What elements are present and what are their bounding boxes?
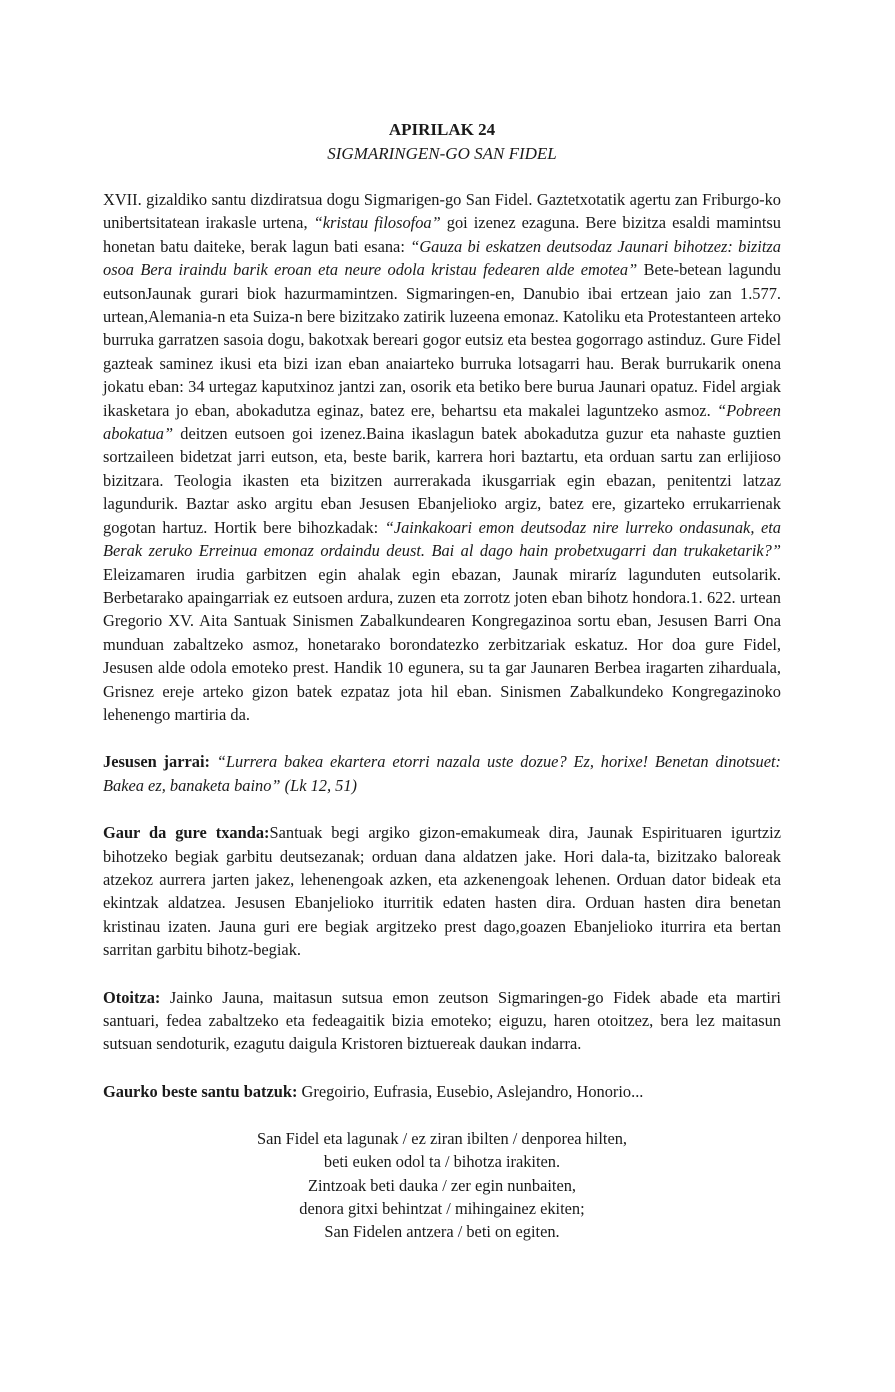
poem-line: Zintzoak beti dauka / zer egin nunbaiten, [307,1175,577,1195]
page-subtitle: SIGMARINGEN-GO SAN FIDEL [327,144,557,163]
biography-text-1: XVII. gizaldiko santu dizdiratsua dogu Sigmarigen-go San Fidel. Gaztetxotatik agertu zan Friburgo-ko unibertsitatean irakasle urtena, [103,190,781,233]
poem-line: San Fidelen antzera / beti on egiten. [324,1222,560,1242]
gospel-quote: “Lurrera bakea ekartera etorri nazala uste dozue? Ez, horixe! Benetan dinotsuet: Bakea ez, banaketa baino” (Lk 12, 51) [103,752,781,795]
biography-quote-1: “kristau filosofoa” [313,213,441,233]
title-block [103,118,781,166]
poem-line: beti euken odol ta / bihotza irakiten. [323,1152,561,1172]
other-saints-text: Gregoirio, Eufrasia, Eusebio, Aslejandro, Honorio... [297,1081,644,1101]
prayer-label: Otoitza: [103,987,161,1007]
page-title: APIRILAK 24 [388,120,496,139]
reflection-text: Santuak begi argiko gizon-emakumeak dira, Jaunak Espirituaren igurtziz bihotzeko begiak garbitu deutsezanak; orduan dana aldatzen jake. Hori dala-ta, bizitzako baloreak atzekoz aurrera jarten jakez, lehenengoak azken, eta azkenengoak lehenen. Orduan dator bideak eta ekintzak aldatzea. Jesusen Ebanjelioko iturritik edaten hasten dira. Orduan hasten dira benetan kristinau izaten. Jauna guri ere begiak argitzeko prest dago,goazen Ebanjelioko iturrira eta bertan sarritan garbitu bihotz-begiak. [103,823,781,960]
biography-text-2: goi izenez ezaguna. Bere bizitza esaldi mamintsu honetan batu daiteke, berak lagun bati esana: [103,213,781,256]
biography-paragraph [103,188,781,726]
other-saints-paragraph [103,1080,781,1103]
gospel-label: Jesusen jarrai: [103,752,210,772]
poem-line: denora gitxi behintzat / mihingainez ekiten; [299,1198,585,1218]
biography-text-4: deitzen eutsoen goi izenez.Baina ikaslagun batek abokadutza guzur eta nahaste guztien sortzaileen bidetzat jarri eutson, eta, beste barik, karrera hori baztartu, eta orduan sartu zan erlijioso bizitzara. Teologia ikasten eta bizitzen aurrerakada ikusgarriak egin ebazan, penitentzi latzaz lagundurik. Baztar asko argitu eban Jesusen Ebanjelioko argiz, batez ere, gizarteko errukarrienak gogotan hartuz. Hortik bere bihozkadak: [103,424,781,537]
prayer-text: Jainko Jauna, maitasun sutsua emon zeutson Sigmaringen-go Fidek abade eta martiri santuari, fedea zabaltzeko eta fedeagaitik bizia emoteko; eiguzu, haren otoitzez, bera lez maitasun sutsuan sendoturik, ezagutu daigula Kristoren biztuereak daukan indarra. [103,987,781,1054]
gospel-paragraph [103,750,781,797]
biography-quote-3: “Pobreen abokatua” [103,400,781,444]
biography-text-3: Bete-betean lagundu eutsonJaunak gurari biok hazurmamintzen. Sigmaringen-en, Danubio ibai ertzean jaio zan 1.577. urtean,Alemania-n eta Suiza-n bere bizitzako zatirik luzeena emonaz. Katoliku eta Protestanteen arteko burruka garratzen sasoia dogu, bakotxak bereari gogor eutsiz eta bestea gogorrago astinduz. Gure Fidel gazteak saminez ikusi eta bizi izan eban anaiarteko burruka lotsagarri hau. Berak burrukarik onena jokatu eban: 34 urtegaz kaputxinoz jantzi zan, osorik eta betiko bere burua Jaunari opatuz. Fidel argiak ikasketara jo eban, abokadutza eginaz, batez ere, behartsu eta makalei laguntzeko asmoz. [103,260,781,420]
reflection-paragraph [103,821,781,961]
reflection-label: Gaur da gure txanda: [103,823,270,843]
poem-line: San Fidel eta lagunak / ez ziran ibilten / denporea hilten, [256,1129,628,1149]
document-page [103,118,781,1243]
other-saints-label: Gaurko beste santu batzuk: [103,1081,298,1101]
poem [103,1127,781,1243]
prayer-paragraph [103,986,781,1056]
biography-text-5: Eleizamaren irudia garbitzen egin ahalak egin ebazan, Jaunak miraríz lagunduten eutsolarik. Berbetarako apaingarriak ez eutsoen ardura, zuzen eta zorrotz joten eban bihotz hondora.1. 622. urtean Gregorio XV. Aita Santuak Sinismen Zabalkundearen Kongregazinoa sortu eban, Jesusen Barri Ona munduan zabaltzeko asmoz, honetarako borondatezko zerbitzariak eskatuz. Hor doa gure Fidel, Jesusen alde odola emoteko prest. Handik 10 egunera, su ta gar Jaunaren Berbea iragarten ziharduala, Grisnez ereje arteko gizon batek ezpataz jota hil eban. Sinismen Zabalkundeko Kongregazinoko lehenengo martiria da. [103,564,781,724]
biography-quote-2: “Gauza bi eskatzen deutsodaz Jaunari bihotzez: bizitza osoa Bera iraindu barik eroan eta neure odola kristau fedearen alde emotea” [103,236,781,280]
biography-quote-4: “Jainkakoari emon deutsodaz nire lurreko ondasunak, eta Berak zeruko Erreinua emonaz ordaindu deust. Bai al dago hain probetxugarri dan trukaketarik?” [103,517,781,561]
